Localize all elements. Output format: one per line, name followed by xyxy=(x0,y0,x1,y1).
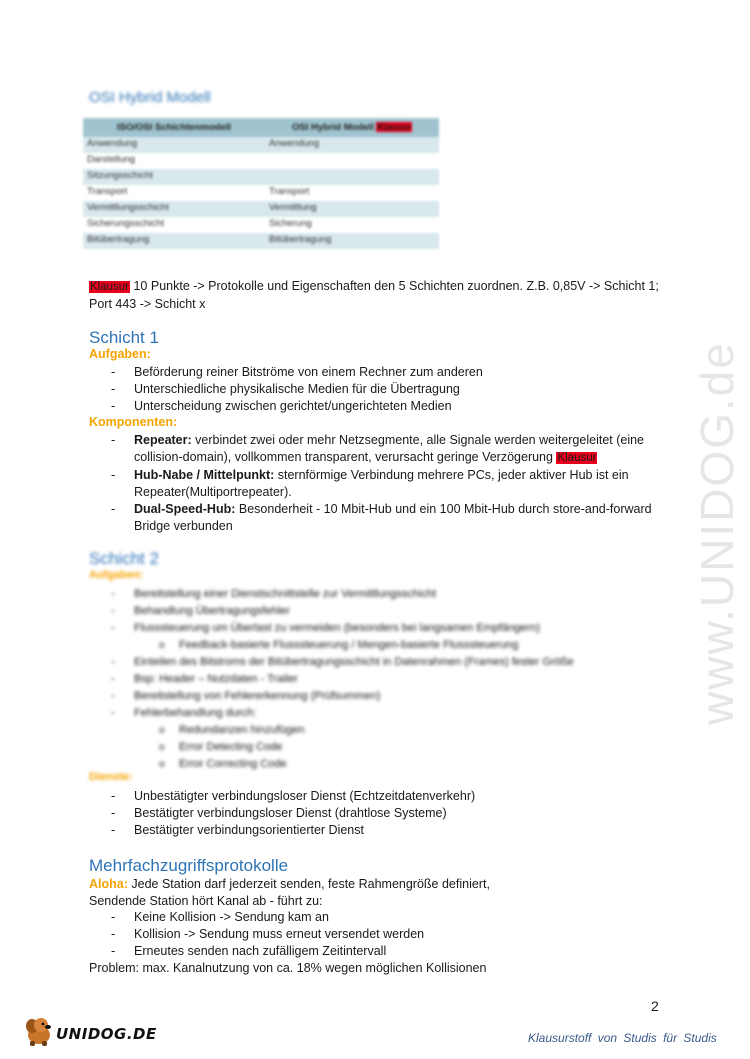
list-item: - Einteilen des Bitstroms der Bitübertragungsschicht in Datenrahmen (Frames) fester Größe xyxy=(89,654,689,671)
heading-schicht-2: Schicht 2 xyxy=(89,549,159,568)
section-title-osi-hybrid: OSI Hybrid Modell xyxy=(89,89,211,106)
table-cell-iso: Darstellung xyxy=(83,153,265,169)
table-cell-hybrid: Anwendung xyxy=(265,137,439,153)
list-schicht1-aufgaben xyxy=(89,364,679,415)
table-cell-hybrid: Transport xyxy=(265,185,439,201)
klausur-tag: Klausur xyxy=(90,281,129,293)
list-item: - Fehlerbehandlung durch: xyxy=(89,705,689,722)
table-cell-iso: Transport xyxy=(83,185,265,201)
list-schicht2-aufgaben xyxy=(89,586,689,773)
list-schicht2-dienste xyxy=(89,788,679,839)
list-item xyxy=(89,432,669,467)
sub-list-item: o Feedback-basierte Flusssteuerung / Mengen-basierte Flusssteuerung xyxy=(89,637,689,654)
sub-list-wrapper xyxy=(89,722,689,773)
list-item: - Flusssteuerung um Überlast zu vermeiden (besonders bei langsamen Empfängern) xyxy=(89,620,689,637)
component-term: Repeater: xyxy=(134,433,192,447)
problem-line: Problem: max. Kanalnutzung von ca. 18% wegen möglichen Kollisionen xyxy=(89,961,487,975)
table-cell-hybrid: Bitübertragung xyxy=(265,233,439,249)
aloha-line xyxy=(89,876,689,893)
list-item: - Kollision -> Sendung muss erneut versendet werden xyxy=(89,926,679,943)
sub-list xyxy=(89,722,689,773)
footer-tagline: Klausurstoff von Studis für Studis xyxy=(528,1031,717,1045)
aloha-text: Jede Station darf jederzeit senden, feste Rahmengröße definiert, xyxy=(131,877,490,891)
list-item: - Keine Kollision -> Sendung kam an xyxy=(89,909,679,926)
sub-list-wrapper xyxy=(89,637,689,654)
logo-text: UNIDOG.DE xyxy=(56,1025,157,1043)
component-description: sternförmige Verbindung mehrere PCs, jeder aktiver Hub ist ein Repeater(Multiportrepeater). xyxy=(134,468,629,499)
table-header-iso: ISO/OSI Schichtenmodell xyxy=(83,118,265,137)
list-item: - Unterschiedliche physikalische Medien für die Übertragung xyxy=(89,381,679,398)
table-header-hybrid: OSI Hybrid Modell Klausur xyxy=(265,118,439,137)
list-item: - Bestätigter verbindungsloser Dienst (drahtlose Systeme) xyxy=(89,805,679,822)
aloha-line-2: Sendende Station hört Kanal ab - führt zu: xyxy=(89,894,323,908)
unidog-logo xyxy=(22,1015,157,1047)
table-cell-iso: Anwendung xyxy=(83,137,265,153)
list-item: - Bsp: Header – Nutzdaten - Trailer xyxy=(89,671,689,688)
component-description: Besonderheit - 10 Mbit-Hub und ein 100 Mbit-Hub durch store-and-forward Bridge verbunden xyxy=(134,502,652,533)
list-item: - Erneutes senden nach zufälligem Zeitintervall xyxy=(89,943,679,960)
label-aufgaben-2: Aufgaben: xyxy=(89,569,144,581)
klausur-tag: Klausur xyxy=(557,452,597,464)
sub-list-item: o Error Correcting Code xyxy=(89,756,689,773)
table-row xyxy=(83,217,439,233)
component-term: Hub-Nabe / Mittelpunkt: xyxy=(134,468,275,482)
label-komponenten: Komponenten: xyxy=(89,415,178,429)
klausur-tag: Klausur xyxy=(377,122,411,132)
component-term: Dual-Speed-Hub: xyxy=(134,502,236,516)
watermark-text: www.UNIDOG.de xyxy=(691,341,743,725)
table-cell-iso: Bitübertragung xyxy=(83,233,265,249)
label-dienste: Dienste: xyxy=(89,771,133,783)
table-row xyxy=(83,233,439,249)
list-item: - Behandlung Übertragungsfehler xyxy=(89,603,689,620)
label-aufgaben-1: Aufgaben: xyxy=(89,347,151,361)
table-row xyxy=(83,185,439,201)
list-mehrfachzugriff xyxy=(89,909,679,960)
table-row xyxy=(83,137,439,153)
page-number: 2 xyxy=(651,998,659,1014)
osi-comparison-table xyxy=(83,118,439,249)
sub-list xyxy=(89,637,689,654)
label-aloha: Aloha: xyxy=(89,877,128,891)
table-cell-hybrid: Vermittlung xyxy=(265,201,439,217)
table-cell-hybrid xyxy=(265,169,439,185)
list-item: - Bereitstellung von Fehlererkennung (Prüfsummen) xyxy=(89,688,689,705)
list-item: - Beförderung reiner Bitströme von einem Rechner zum anderen xyxy=(89,364,679,381)
list-item: - Bestätigter verbindungsorientierter Dienst xyxy=(89,822,679,839)
list-item xyxy=(89,467,669,501)
table-cell-iso: Sicherungsschicht xyxy=(83,217,265,233)
component-description: verbindet zwei oder mehr Netzsegmente, alle Signale werden weitergeleitet (eine collision-domain), vollkommen transparent, verursacht geringe Verzögerung xyxy=(134,433,645,464)
table-row xyxy=(83,201,439,217)
list-schicht1-komponenten xyxy=(89,432,669,535)
dog-icon xyxy=(22,1015,56,1047)
list-item xyxy=(89,501,669,535)
table-row xyxy=(83,153,439,169)
sub-list-item: o Error Detecting Code xyxy=(89,739,689,756)
heading-schicht-1: Schicht 1 xyxy=(89,328,159,347)
table-cell-hybrid xyxy=(265,153,439,169)
table-cell-iso: Vermittlungsschicht xyxy=(83,201,265,217)
table-row xyxy=(83,169,439,185)
heading-mehrfachzugriff: Mehrfachzugriffsprotokolle xyxy=(89,856,289,875)
table-cell-hybrid: Sicherung xyxy=(265,217,439,233)
table-cell-iso: Sitzungsschicht xyxy=(83,169,265,185)
list-item: - Bereitstellung einer Dienstschnittstelle zur Vermittlungsschicht xyxy=(89,586,689,603)
klausur-intro-paragraph xyxy=(89,278,669,313)
list-item: - Unterscheidung zwischen gerichtet/ungerichteten Medien xyxy=(89,398,679,415)
sub-list-item: o Redundanzen hinzufügen xyxy=(89,722,689,739)
klausur-intro-text: 10 Punkte -> Protokolle und Eigenschaften den 5 Schichten zuordnen. Z.B. 0,85V -> Schicht 1; Port 443 -> Schicht x xyxy=(89,279,659,311)
list-item: - Unbestätigter verbindungsloser Dienst (Echtzeitdatenverkehr) xyxy=(89,788,679,805)
